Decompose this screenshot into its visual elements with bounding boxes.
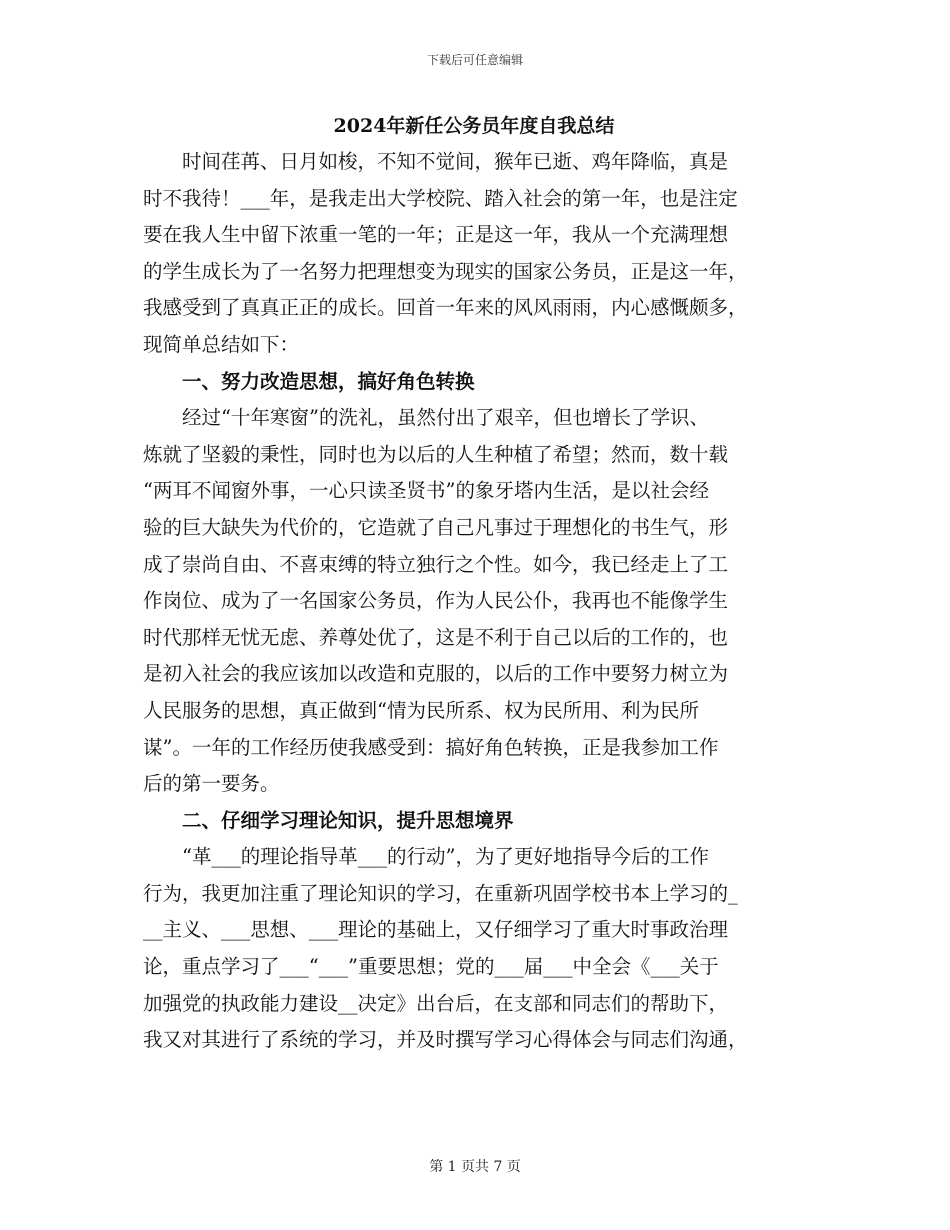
intro-line: 现简单总结如下： xyxy=(143,332,300,356)
section-2-line: __主义、___思想、___理论的基础上，又仔细学习了重大时事政治理 xyxy=(143,918,729,942)
section-1-line: 炼就了坚毅的秉性，同时也为以后的人生种植了希望；然而，数十载 xyxy=(143,442,729,466)
section-2-line: 行为，我更加注重了理论知识的学习，在重新巩固学校书本上学习的_ xyxy=(143,881,738,905)
section-2-line: “革___的理论指导革___的行动”，为了更好地指导今后的工作 xyxy=(182,845,709,869)
document-title: 2024年新任公务员年度自我总结 xyxy=(333,115,615,137)
section-1-line: 验的巨大缺失为代价的，它造就了自己凡事过于理想化的书生气，形 xyxy=(143,515,729,539)
intro-line: 我感受到了真真正正的成长。回首一年来的风风雨雨，内心感慨颇多， xyxy=(143,296,748,320)
section-1-line: 时代那样无忧无虑、养尊处优了，这是不利于自己以后的工作的，也 xyxy=(143,625,729,649)
section-1-line: 经过“十年寒窗”的洗礼，虽然付出了艰辛，但也增长了学识、 xyxy=(182,406,709,430)
section-1-line: 人民服务的思想，真正做到“情为民所系、权为民所用、利为民所 xyxy=(143,698,699,722)
section-2-line: 加强党的执政能力建设__决定》出台后，在支部和同志们的帮助下， xyxy=(143,991,729,1015)
section-1-line: 后的第一要务。 xyxy=(143,772,280,796)
section-1-paragraph xyxy=(143,400,805,803)
section-1-line: 成了崇尚自由、不喜束缚的特立独行之个性。如今，我已经走上了工 xyxy=(143,552,729,576)
section-2-heading: 二、仔细学习理论知识，提升思想境界 xyxy=(182,808,514,832)
page-header-note: 下载后可任意编辑 xyxy=(426,53,523,67)
section-1-line: 作岗位、成为了一名国家公务员，作为人民公仆，我再也不能像学生 xyxy=(143,589,729,613)
intro-line: 时间荏苒、日月如梭，不知不觉间，猴年已逝、鸡年降临，真是 xyxy=(182,150,729,173)
section-1-line: 谋”。一年的工作经历使我感受到：搞好角色转换，正是我参加工作 xyxy=(143,735,719,759)
section-2-line: 论，重点学习了___“___”重要思想；党的___届___中全会《___关于 xyxy=(143,955,719,979)
document-body xyxy=(143,112,805,1059)
intro-line: 时不我待！___年，是我走出大学校院、踏入社会的第一年，也是注定 xyxy=(143,186,738,210)
section-2-paragraph xyxy=(143,839,805,1059)
intro-line: 的学生成长为了一名努力把理想变为现实的国家公务员，正是这一年， xyxy=(143,259,748,283)
page-number: 第 1 页共 7 页 xyxy=(429,1159,521,1175)
section-1-line: “两耳不闻窗外事，一心只读圣贤书”的象牙塔内生活，是以社会经 xyxy=(143,479,709,503)
section-1-heading: 一、努力改造思想，搞好角色转换 xyxy=(182,369,475,393)
section-2-line: 我又对其进行了系统的学习，并及时撰写学习心得体会与同志们沟通， xyxy=(143,1028,748,1052)
intro-paragraph xyxy=(143,144,805,364)
intro-line: 要在我人生中留下浓重一笔的一年；正是这一年，我从一个充满理想 xyxy=(143,223,729,247)
section-1-line: 是初入社会的我应该加以改造和克服的，以后的工作中要努力树立为 xyxy=(143,662,729,686)
